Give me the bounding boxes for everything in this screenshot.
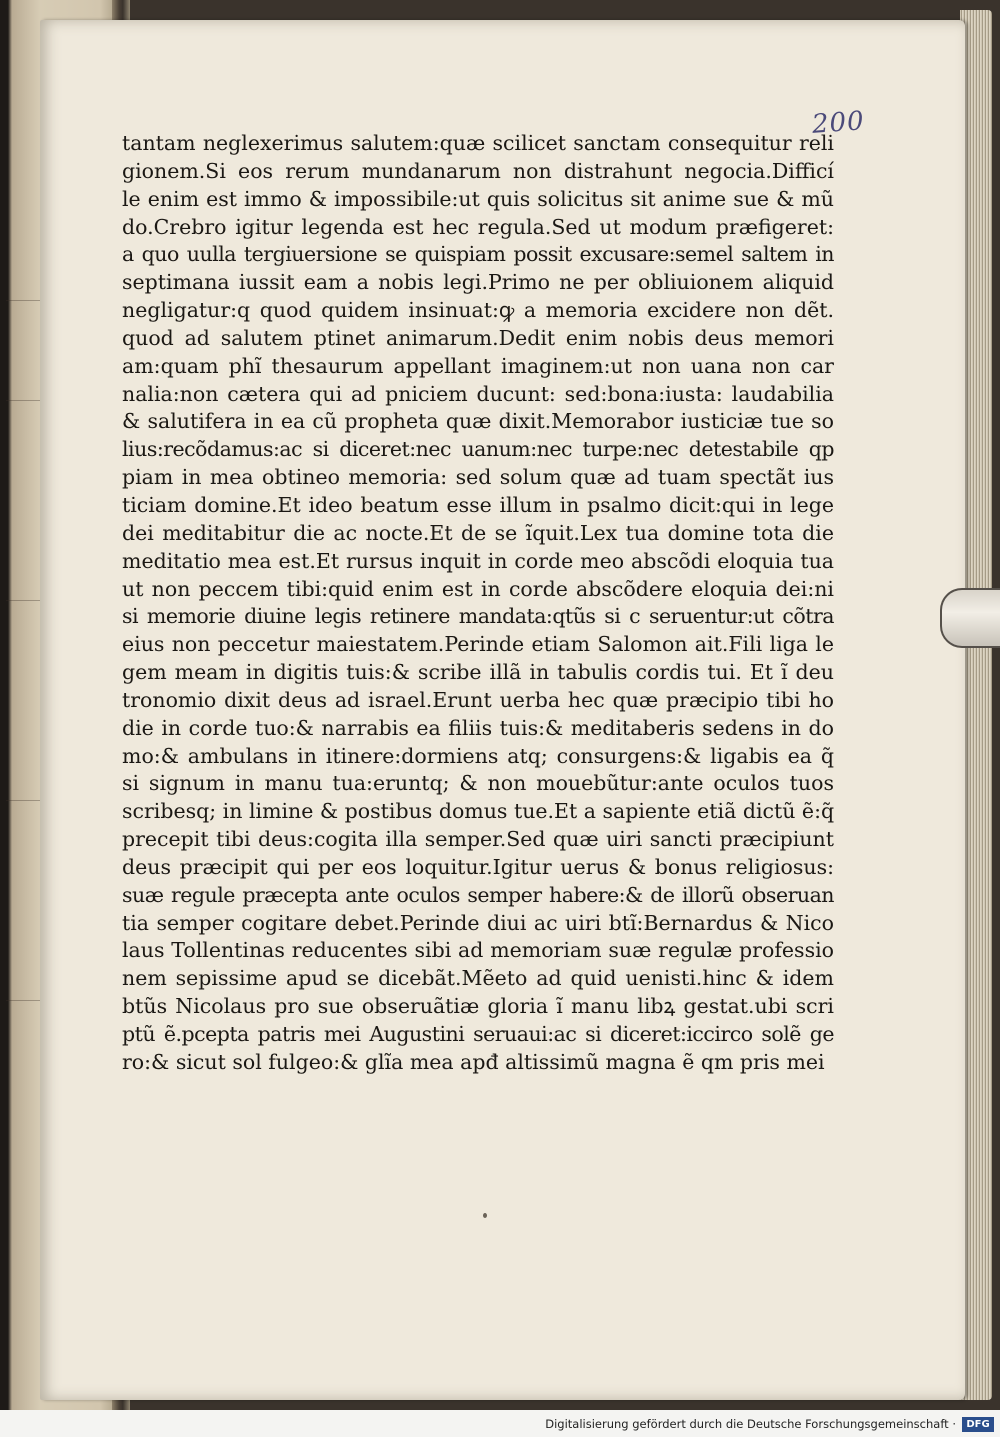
text-line: do.Crebro igitur legenda est hec regula.Sed ut modum præfigeret: <box>122 214 834 239</box>
text-line: septimana iussit eam a nobis legi.Primo ne per obliuionem aliquid <box>122 270 834 295</box>
text-line: btũs Nicolaus pro sue obseruãtiæ gloria ĩ manu libꝝ gestat.ubi scri <box>122 994 834 1019</box>
page-clip <box>940 588 1000 648</box>
text-line: die in corde tuo:& narrabis ea filiis tuis:& meditaberis sedens in do <box>122 715 834 740</box>
text-line: gem meam in digitis tuis:& scribe illã in tabulis cordis tui. Et ĩ deu <box>122 660 834 685</box>
funding-credit: Digitalisierung gefördert durch die Deutsche Forschungsgemeinschaft · <box>545 1417 956 1431</box>
text-line: si memorie diuine legis retinere mandata:qtũs si c seruentur:ut cõtra <box>122 604 834 629</box>
text-line: piam in mea obtineo memoria: sed solum quæ ad tuam spectãt ius <box>122 465 834 490</box>
main-text-block <box>122 130 834 1077</box>
text-line: deus præcipit qui per eos loquitur.Igitur uerus & bonus religiosus: <box>122 854 834 879</box>
footer-bar <box>0 1410 1000 1437</box>
text-line: ro:& sicut sol fulgeo:& glĩa mea apđ altissimũ magna ẽ qm pris mei <box>122 1049 825 1074</box>
text-line: precepit tibi deus:cogita illa semper.Sed quæ uiri sancti præcipiunt <box>122 827 834 852</box>
text-line: ptũ ẽ.pcepta patris mei Augustini seruaui:ac si diceret:iccirco solẽ ge <box>122 1022 834 1046</box>
text-line: tantam neglexerimus salutem:quæ scilicet sanctam consequitur reli <box>122 131 834 155</box>
text-line: laus Tollentinas reducentes sibi ad memoriam suæ regulæ professio <box>122 938 834 963</box>
text-line: dei meditabitur die ac nocte.Et de se ĩquit.Lex tua domine tota die <box>122 520 834 545</box>
text-line: nalia:non cætera qui ad pniciem ducunt: sed:bona:iusta: laudabilia <box>122 381 834 406</box>
text-line: lius:recõdamus:ac si diceret:nec uanum:nec turpe:nec detestabile qp <box>122 437 834 462</box>
text-line: meditatio mea est.Et rursus inquit in corde meo abscõdi eloquia tua <box>122 548 834 573</box>
folio-annotation: 200 <box>811 106 866 140</box>
text-line: le enim est immo & impossibile:ut quis solicitus sit anime sue & mũ <box>122 186 834 211</box>
text-line: scribesq; in limine & postibus domus tue.Et a sapiente etiã dictũ ẽ:q̃ <box>122 799 835 824</box>
text-line: & salutifera in ea cũ propheta quæ dixit.Memorabor iusticiæ tue so <box>122 409 834 434</box>
text-line: gionem.Si eos rerum mundanarum non distrahunt negocia.Difficí <box>122 158 834 183</box>
text-line: mo:& ambulans in itinere:dormiens atq; consurgens:& ligabis ea q̃ <box>122 743 834 768</box>
text-line: si signum in manu tua:eruntq; & non mouebũtur:ante oculos tuos <box>122 771 834 796</box>
text-line: ut non peccem tibi:quid enim est in corde abscõdere eloquia dei:ni <box>122 576 834 601</box>
text-line: eius non peccetur maiestatem.Perinde etiam Salomon ait.Fili liga le <box>122 632 834 657</box>
text-line: negligatur:q quod quidem insinuat:ꝙ a memoria excidere non dẽt. <box>122 298 834 323</box>
text-line: am:quam phĩ thesaurum appellant imaginem:ut non uana non car <box>122 353 834 378</box>
text-line: a quo uulla tergiuersione se quispiam possit excusare:semel saltem in <box>122 242 834 267</box>
text-line: nem sepissime apud se dicebãt.Mẽeto ad quid uenisti.hinc & idem <box>122 966 834 991</box>
text-line: quod ad salutem ptinet animarum.Dedit enim nobis deus memori <box>122 325 834 350</box>
text-line: tronomio dixit deus ad israel.Erunt uerba hec quæ præcipio tibi ho <box>122 687 834 712</box>
text-line: tia semper cogitare debet.Perinde diui ac uiri btĩ:Bernardus & Nico <box>122 910 834 935</box>
text-line: ticiam domine.Et ideo beatum esse illum in psalmo dicit:qui in lege <box>122 492 834 517</box>
page-mark <box>483 1213 487 1218</box>
text-line: suæ regule præcepta ante oculos semper habere:& de illorũ obseruan <box>122 882 834 907</box>
dfg-logo: DFG <box>962 1417 994 1432</box>
